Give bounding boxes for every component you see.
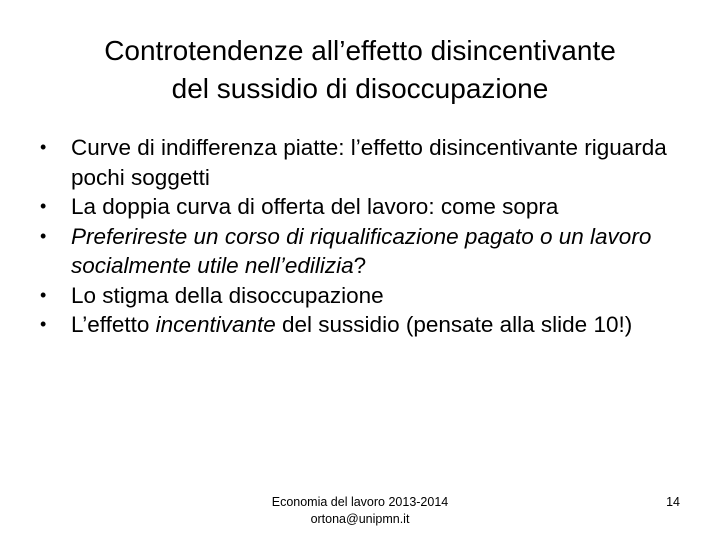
- bullet-dot-icon: •: [40, 314, 47, 334]
- bullet-dot-icon: •: [40, 284, 47, 305]
- slide-title-line-1: Controtendenze all’effetto disincentivante: [104, 35, 616, 66]
- bullet-text: Curve di indifferenza piatte: l’effetto disincentivante riguarda pochi soggetti: [71, 135, 667, 190]
- bullet-item-retraining-question: [36, 222, 696, 281]
- slide-title: [40, 32, 680, 108]
- bullet-item-double-supply-curve: [36, 192, 696, 222]
- bullet-text-before: L’effetto: [71, 312, 156, 337]
- bullet-text-after: del sussidio (pensate alla slide 10!): [275, 312, 633, 337]
- bullet-item-flat-curves: [36, 133, 696, 192]
- footer-text: [210, 494, 510, 528]
- bullet-text-after: ?: [353, 253, 367, 278]
- bullet-item-stigma: [36, 281, 696, 311]
- bullet-item-incentive-effect: [36, 310, 696, 340]
- bullet-dot-icon: •: [40, 196, 47, 216]
- bullet-text-italic: Preferireste un corso di riqualificazione pagato o un lavoro socialmente utile nell’edilizia: [71, 223, 652, 278]
- page-number: 14: [666, 495, 680, 509]
- bullet-text: La doppia curva di offerta del lavoro: come sopra: [71, 194, 559, 219]
- bullet-dot-icon: •: [40, 225, 47, 246]
- footer-course: Economia del lavoro 2013-2014: [271, 495, 449, 509]
- bullet-text: Lo stigma della disoccupazione: [71, 282, 384, 308]
- bullet-dot-icon: •: [40, 137, 47, 157]
- footer-email: ortona@unipmn.it: [310, 512, 410, 526]
- slide-title-line-2: del sussidio di disoccupazione: [171, 73, 549, 104]
- bullet-list: [36, 133, 696, 340]
- bullet-text-italic: incentivante: [155, 312, 276, 337]
